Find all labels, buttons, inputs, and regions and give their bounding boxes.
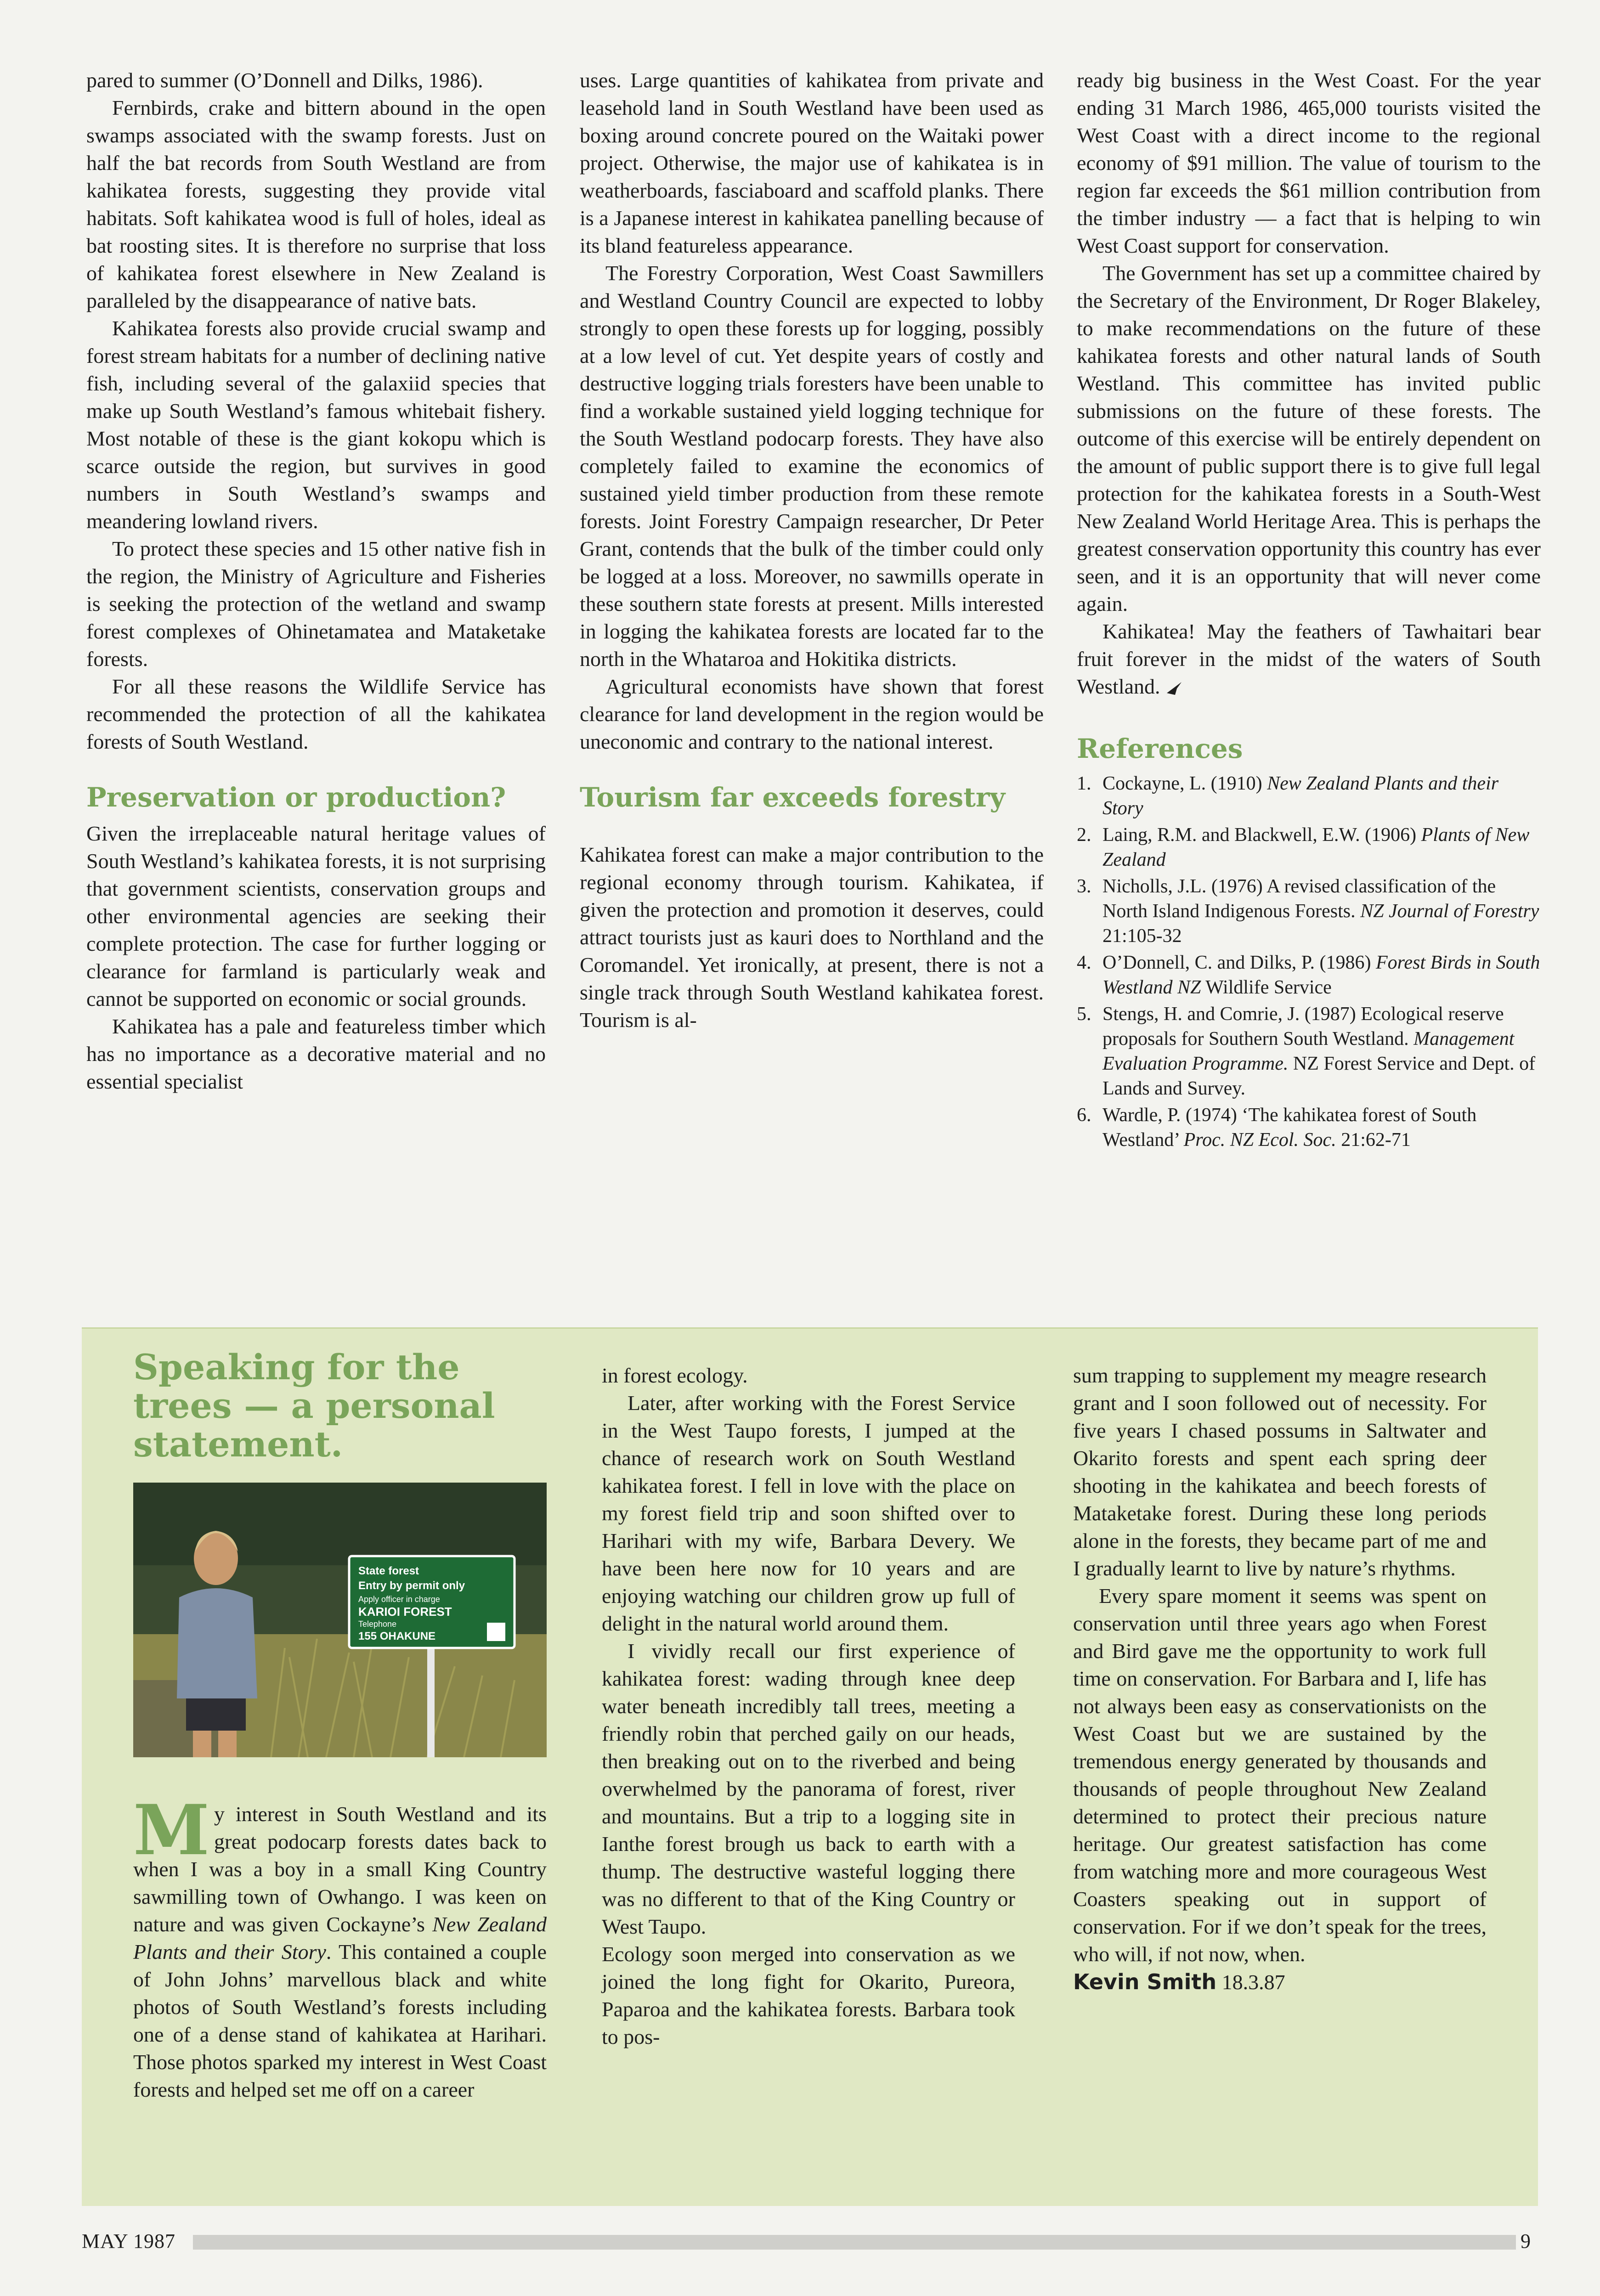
- paragraph: [133, 1790, 547, 2104]
- paragraph: I vividly recall our first experience of kahikatea forest: wading through knee deep water beneath incredibly tall trees, meeting a friendly robin that perched gaily on our heads, then breaking out on to the riverbed and being overwhelmed by the panorama of forest, river and mountains. But a trip to a logging site in Ianthe forest brough us back to earth with a thump. The destructive wasteful logging there was no different to that of the King Country or West Taupo.: [602, 1639, 1015, 1938]
- sign-text: State forest: [358, 1565, 419, 1577]
- sign-text: Apply officer in charge: [358, 1595, 440, 1604]
- paragraph: Kahikatea has a pale and featureless timber which has no importance as a decorative material and no essential specialist: [86, 1015, 546, 1093]
- reference-text: [1102, 950, 1541, 1000]
- reference-number: 1.: [1077, 773, 1091, 794]
- reference-item: [1077, 950, 1541, 1000]
- book-title: New Zealand Plants and their Story: [133, 1912, 547, 1963]
- column-2: [580, 67, 1044, 1034]
- reference-text: [1102, 823, 1541, 872]
- reference-item: [1077, 874, 1541, 948]
- sign-text: Telephone: [358, 1619, 397, 1629]
- paragraph: For all these reasons the Wildlife Service has recommended the protection of all the kahikatea forests of South Westland.: [86, 675, 546, 753]
- references-heading: References: [1077, 733, 1243, 764]
- paragraph: Kahikatea forests also provide crucial swamp and forest stream habitats for a number of declining native fish, including several of the galaxiid species that make up South Westland’s famous whitebait fishery. Most notable of these is the giant kokopu which is scarce outside the region, but survives in good numbers in South Westland’s swamps and meandering lowland rivers.: [86, 316, 546, 533]
- reference-source: 21:105-32: [1102, 925, 1182, 947]
- reference-citation: Stengs, H. and Comrie, J. (1987) Ecological reserve proposals for Southern South Westland.: [1102, 1004, 1504, 1049]
- reference-source: Wildlife Service: [1201, 977, 1332, 998]
- issue-date: MAY 1987: [82, 2230, 176, 2252]
- bird-end-mark-icon: [1165, 679, 1183, 698]
- paragraph: sum trapping to supplement my meagre research grant and I soon followed out of necessity. For five years I chased possums in Saltwater and Okarito forests and spent each spring deer shooting in the kahikatea and beech forests of Mataketake forest. During these long periods alone in the forests, they became part of me and I gradually learnt to live by nature’s rhythms.: [1073, 1364, 1487, 1580]
- paragraph: The Government has set up a committee chaired by the Secretary of the Environment, Dr Roger Blakeley, to make recommendations on the future of these kahikatea forests and other natural lands of South Westland. This committee has invited public submissions on the future of these forests. The outcome of this exercise will be entirely dependent on the amount of public support there is to give full legal protection for the kahikatea forests in a South-West New Zealand World Heritage Area. This is perhaps the greatest conservation opportunity this country has ever seen, and it is an opportunity that will never come again.: [1077, 261, 1541, 615]
- reference-citation: Cockayne, L. (1910): [1102, 773, 1267, 794]
- reference-text: [1102, 1103, 1541, 1152]
- paragraph: Given the irreplaceable natural heritage values of South Westland’s kahikatea forests, it is not surprising that government scientists, conservation groups and other environmental agencies are seeking their complete protection. The case for further logging or clearance for farmland is particularly weak and cannot be supported on economic or social grounds.: [86, 822, 546, 1010]
- paragraph: ready big business in the West Coast. For the year ending 31 March 1986, 465,000 tourists visited the West Coast with a direct income to the regional economy of $91 million. The value of tourism to the region far exceeds the $61 million contribution from the timber industry — a fact that is helping to win West Coast support for conservation.: [1077, 68, 1541, 257]
- column-1: [86, 67, 546, 1095]
- photo-kevin-smith-forest-sign: [133, 1483, 547, 1757]
- reference-item: [1077, 771, 1541, 821]
- reference-citation: Wardle, P. (1974) ‘The kahikatea forest of South Westland’: [1102, 1105, 1477, 1151]
- reference-text: [1102, 874, 1541, 948]
- paragraph: The Forestry Corporation, West Coast Sawmillers and Westland Country Council are expected to lobby strongly to open these forests up for logging, possibly at a low level of cut. Yet despite years of costly and destructive logging trials foresters have been unable to find a workable sustained yield logging technique for the South Westland podocarp forests. They have also completely failed to examine the economics of sustained yield timber production from these remote forests. Joint Forestry Campaign researcher, Dr Peter Grant, contends that the bulk of the timber could only be logged at a loss. Moreover, no sawmills operate in these southern state forests at present. Mills interested in logging the kahikatea forests are located far to the north in the Whataroa and Hokitika districts.: [580, 261, 1044, 671]
- reference-text: [1102, 1002, 1541, 1101]
- closing-text: Kahikatea! May the feathers of Tawhaitari bear fruit forever in the midst of the waters of South Westland.: [1077, 620, 1541, 698]
- reference-title: New Zealand Plants and their Story: [1102, 773, 1499, 819]
- paragraph: [1077, 618, 1541, 700]
- author-name: Kevin Smith: [1073, 1969, 1217, 1994]
- paragraph: Ecology soon merged into conservation as we joined the long fight for Okarito, Pureora, Paparoa and the kahikatea forests. Barbara took to pos-: [602, 1942, 1015, 2048]
- reference-number: 5.: [1077, 1004, 1091, 1025]
- paragraph: pared to summer (O’Donnell and Dilks, 1986).: [86, 68, 483, 92]
- reference-item: [1077, 823, 1541, 872]
- text: . This contained a couple of John Johns’ marvellous black and white photos of South Westland’s forests including one of a dense stand of kahikatea at Harihari. Those photos sparked my interest in West Coast forests and helped set me off on a career: [133, 1940, 547, 2101]
- paragraph: Later, after working with the Forest Service in the West Taupo forests, I jumped at the chance of research work on South Westland kahikatea forest. I fell in love with the place on my forest field trip and soon shifted over to Harihari with my wife, Barbara Devery. We have been here now for 10 years and are enjoying watching our children grow up full of delight in the natural world around them.: [602, 1391, 1015, 1635]
- paragraph: Kahikatea forest can make a major contribution to the regional economy through tourism. Kahikatea, if given the protection and promotion it deserves, could attract tourists just as kauri does to Northland and the Coromandel. Yet ironically, at present, there is not a single track through South Westland kahikatea forest. Tourism is al-: [580, 843, 1044, 1032]
- column-3: [1077, 67, 1541, 1154]
- sidebar-column-2: [602, 1362, 1015, 2051]
- paragraph: Fernbirds, crake and bittern abound in the open swamps associated with the swamp forests. Just on half the bat records from South Westland are from kahikatea forests, suggesting they provide vital habitats. Soft kahikatea wood is full of holes, ideal as bat roosting sites. It is therefore no surprise that loss of kahikatea forest elsewhere in New Zealand is paralleled by the disappearance of native bats.: [86, 96, 546, 312]
- reference-title: Forest Birds in South Westland NZ: [1102, 952, 1540, 998]
- reference-text: [1102, 771, 1541, 821]
- reference-number: 3.: [1077, 876, 1091, 897]
- reference-title: Proc. NZ Ecol. Soc.: [1183, 1129, 1336, 1151]
- paragraph: Agricultural economists have shown that forest clearance for land development in the region would be uneconomic and contrary to the national interest.: [580, 675, 1044, 753]
- paragraph: uses. Large quantities of kahikatea from private and leasehold land in South Westland have been used as boxing around concrete poured on the Waitaki power project. Otherwise, the major use of kahikatea is in weatherboards, fasciaboard and scaffold planks. There is a Japanese interest in kahikatea panelling because of its bland featureless appearance.: [580, 68, 1044, 257]
- section-heading-tourism: Tourism far exceeds forestry: [580, 782, 1006, 813]
- reference-source: 21:62-71: [1336, 1129, 1411, 1151]
- paragraph: To protect these species and 15 other native fish in the region, the Ministry of Agriculture and Fisheries is seeking the protection of the wetland and swamp forest complexes of Ohinetamatea and Mataketake forests.: [86, 537, 546, 671]
- byline-date: 18.3.87: [1221, 1970, 1285, 1994]
- footer-rule: [193, 2235, 1516, 2250]
- reference-citation: O’Donnell, C. and Dilks, P. (1986): [1102, 952, 1376, 973]
- reference-source: NZ Forest Service and Dept. of Lands and Survey.: [1102, 1053, 1536, 1099]
- sign-text: KARIOI FOREST: [358, 1605, 452, 1619]
- reference-item: [1077, 1002, 1541, 1101]
- sign-text: Entry by permit only: [358, 1580, 465, 1592]
- text: y interest in South Westland and its great podocarp forests dates back to when I was a boy in a small King Country sawmilling town of Owhango. I was keen on nature and was given Cockayne’s: [133, 1802, 547, 1936]
- drop-cap: M: [133, 1790, 210, 1871]
- reference-title: Plants of New Zealand: [1102, 824, 1530, 870]
- references-list: [1077, 771, 1541, 1152]
- byline: [1073, 1968, 1487, 1996]
- reference-number: 4.: [1077, 952, 1091, 973]
- reference-title: NZ Journal of Forestry: [1360, 901, 1539, 922]
- reference-title: Management Evaluation Programme.: [1102, 1028, 1515, 1074]
- sidebar-column-3: [1073, 1362, 1487, 1996]
- section-heading-preservation: Preservation or production?: [86, 782, 506, 813]
- page-number: 9: [1521, 2230, 1531, 2252]
- sidebar-column-1: [133, 1790, 547, 2104]
- photo-illustration: [133, 1483, 547, 1757]
- reference-citation: Nicholls, J.L. (1976) A revised classification of the North Island Indigenous Forests.: [1102, 876, 1496, 922]
- sign-text: 155 OHAKUNE: [358, 1630, 436, 1642]
- reference-item: [1077, 1103, 1541, 1152]
- paragraph: in forest ecology.: [602, 1364, 748, 1387]
- reference-number: 2.: [1077, 824, 1091, 846]
- paragraph: Every spare moment it seems was spent on conservation until three years ago when Forest and Bird gave me the opportunity to work full time on conservation. For Barbara and I, life has not always been easy as conservationists on the West Coast but we are sustained by the tremendous energy generated by thousands and thousands of people throughout New Zealand determined to protect their precious nature heritage. Our greatest satisfaction has come from watching more and more courageous West Coasters speaking out in support of conservation. For if we don’t speak for the trees, who will, if not now, when.: [1073, 1584, 1487, 1966]
- sidebar-title: Speaking for the trees — a personal statement.: [133, 1347, 495, 1465]
- reference-citation: Laing, R.M. and Blackwell, E.W. (1906): [1102, 824, 1421, 846]
- reference-number: 6.: [1077, 1105, 1091, 1126]
